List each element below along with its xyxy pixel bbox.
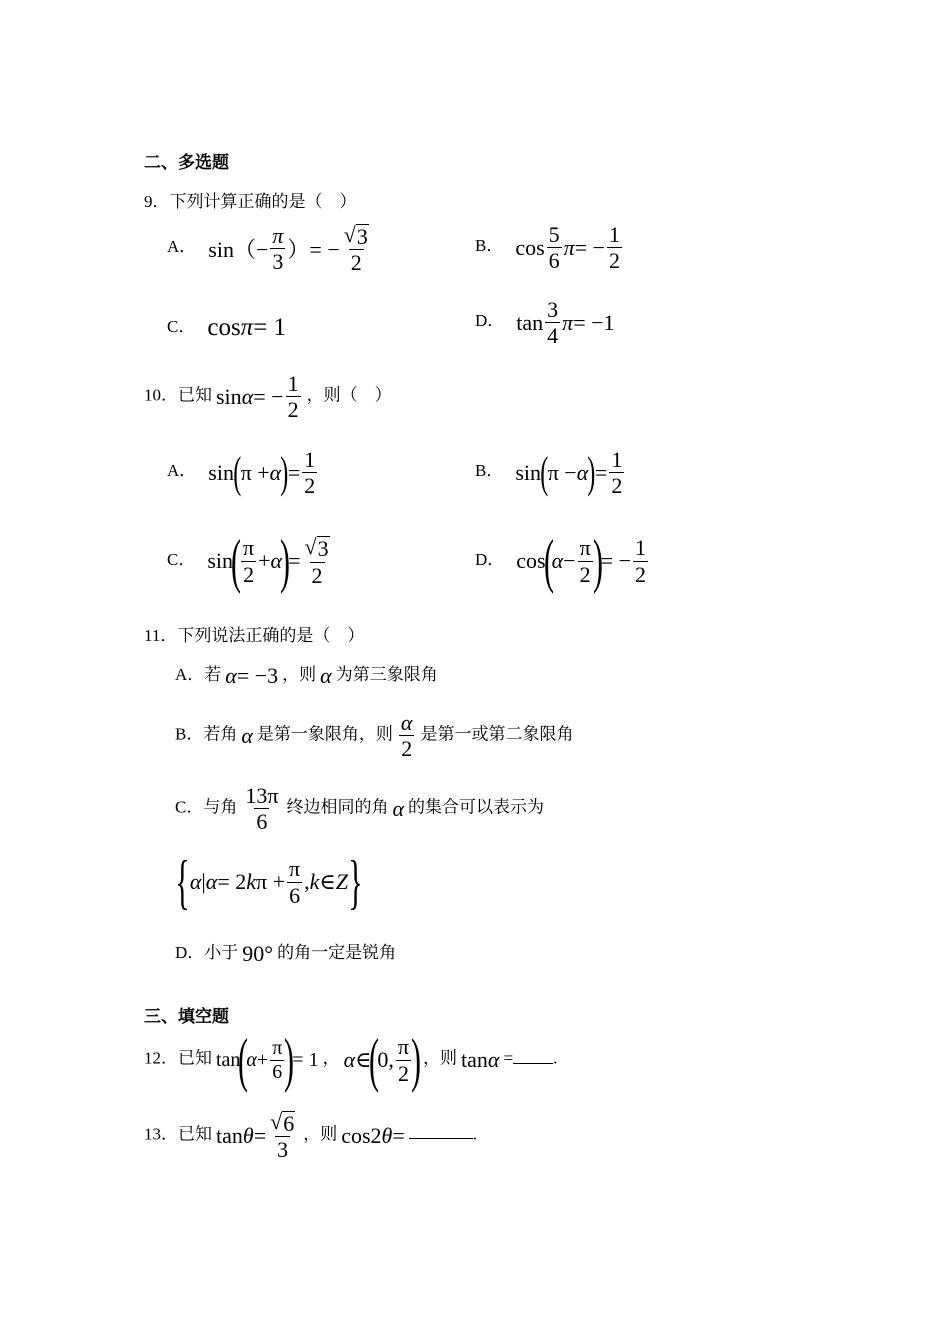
q11-option-d (175, 938, 396, 967)
q11-option-c-mid: 终边相同的角 (286, 797, 389, 817)
q11-option-a (175, 660, 438, 689)
q13-answer-blank[interactable] (409, 1138, 473, 1139)
q10-option-b-label: B． (475, 461, 504, 481)
q10-option-b-formula: sin ( π − α ) = $\frac{1}{2}$ (515, 447, 623, 499)
q11-option-a-mid: ，则 (282, 665, 317, 684)
q9-option-c-formula: cos π = 1 (207, 314, 287, 342)
q13-end: . (472, 1124, 478, 1144)
q13-then: ，则 (303, 1124, 338, 1144)
q12-target-formula: tan α (461, 1047, 500, 1072)
section-fill-in-heading: 三、填空题 (144, 1007, 229, 1026)
q10-option-b (475, 448, 626, 497)
q12-prefix: 12．已知 (144, 1048, 212, 1068)
q11-option-c-alpha: α (392, 795, 405, 821)
q9-option-b-formula: cos $\frac{5}{6}$ π = − $\frac{1}{2}$ (515, 222, 621, 274)
q11-option-b (175, 711, 573, 760)
q9-option-c (167, 312, 286, 342)
question-10-stem (144, 372, 392, 421)
q9-option-c-label: C． (167, 317, 196, 336)
q10-option-c-label: C． (167, 549, 196, 569)
q11-option-b-prefix: B．若角 (175, 724, 238, 744)
q9-option-d (475, 298, 615, 347)
q10-option-c-formula: sin ( $\frac{\pi}{2}$ + α ) = √ 3 2 (207, 528, 329, 594)
q9-option-d-label: D． (475, 311, 505, 331)
question-12-stem: 12．已知 tan ( α + $\frac{\pi}{6}$ ) = 1 ， α ∈ ( 0, $\frac{\pi}{2}$ ) ，则 tan α = . (144, 1027, 558, 1093)
q10-option-d-label: D． (475, 549, 505, 569)
q9-option-a (167, 223, 373, 274)
q10-option-d-formula: cos ( α − $\frac{\pi}{2}$ ) = − $\frac{1}{2}$ (516, 528, 646, 594)
q10-option-d (475, 528, 650, 594)
q11-option-c-set (175, 849, 363, 915)
q13-target-formula: cos2 θ = (341, 1122, 405, 1148)
q11-option-d-tail: 的角一定是锐角 (277, 943, 397, 962)
q10-prefix: 10．已知 (144, 385, 212, 405)
q9-option-a-formula: sin（− $\frac{\pi}{3}$ ）= − √ 3 2 (208, 222, 368, 276)
q12-answer-blank[interactable] (513, 1063, 553, 1064)
q10-option-a-formula: sin ( π + α ) = $\frac{1}{2}$ (208, 447, 316, 499)
q11-option-a-alpha: α (320, 663, 332, 689)
q10-option-c (167, 528, 334, 594)
q11-option-c-prefix: C．与角 (175, 797, 238, 817)
q11-option-b-tail: 是第一或第二象限角 (420, 724, 574, 744)
question-13-stem (144, 1110, 477, 1161)
q11-option-b-alpha: α (241, 722, 253, 748)
q11-option-a-prefix: A．若 (175, 665, 222, 684)
q11-option-c-tail: 的集合可以表示为 (408, 797, 545, 817)
q12-separator: ， (322, 1048, 340, 1068)
q11-option-c-angle: $\frac{13\pi}{6}$ (245, 783, 279, 835)
q10-given-formula: sin α = − $\frac{1}{2}$ (216, 371, 299, 423)
q13-given-formula: tan θ = √ 6 3 (216, 1109, 295, 1163)
q9-option-b-label: B． (475, 236, 504, 256)
section-multiple-choice-heading: 二、多选题 (144, 153, 229, 172)
q11-option-c (175, 784, 544, 833)
q11-option-a-formula: α = −3 (225, 663, 279, 689)
q11-option-b-formula: $\frac{\alpha}{2}$ (400, 710, 413, 762)
q9-option-d-formula: tan $\frac{3}{4}$ π = −1 (516, 297, 615, 349)
q12-end: . (553, 1048, 558, 1068)
q11-option-a-tail: 为第三象限角 (335, 665, 438, 684)
q9-option-a-label: A． (167, 237, 197, 257)
q12-then: ，则 (423, 1048, 458, 1068)
q10-option-a-label: A． (167, 461, 197, 481)
q11-option-d-value: 90° (242, 941, 274, 967)
q13-prefix: 13．已知 (144, 1124, 212, 1144)
q11-option-b-mid: 是第一象限角，则 (256, 724, 393, 744)
question-11-stem: 11．下列说法正确的是（ ） (144, 626, 365, 645)
question-9-stem: 9．下列计算正确的是（ ） (144, 192, 357, 211)
q10-option-a (167, 448, 319, 497)
q11-option-c-set-formula: { α | α = 2 k π + $\frac{\pi}{6}$ , k ∈ Z } (175, 849, 363, 915)
q10-suffix: ，则（ ） (306, 385, 392, 405)
q11-option-d-prefix: D．小于 (175, 943, 239, 962)
q12-domain-formula: α ∈ ( 0, $\frac{\pi}{2}$ ) (343, 1027, 422, 1093)
q12-given-formula: tan ( α + $\frac{\pi}{6}$ ) = 1 (216, 1027, 319, 1093)
q9-option-b (475, 223, 624, 272)
